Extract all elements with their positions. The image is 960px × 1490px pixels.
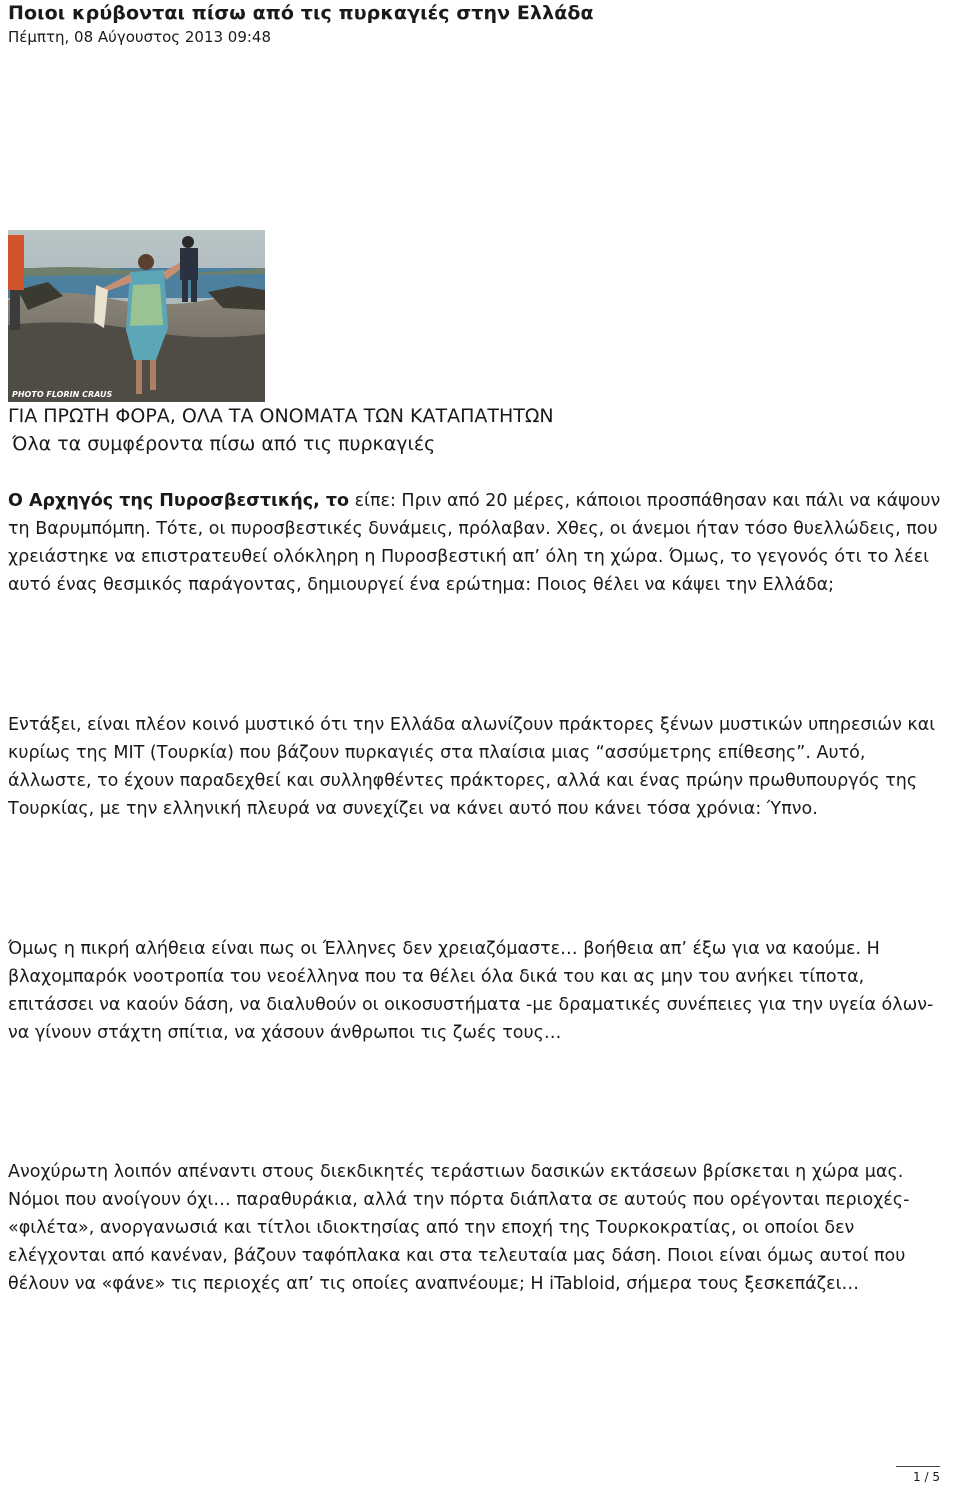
photo-scene (8, 230, 265, 402)
paragraph-2: Εντάξει, είναι πλέον κοινό μυστικό ότι την Ελλάδα αλωνίζουν πράκτορες ξένων μυστικών υπηρεσιών και κυρίως της ΜΙΤ (Τουρκία) που βάζουν πυρκαγιές στα πλαίσια μιας “ασσύμετρης επίθεσης”. Αυτό, άλλωστε, το έχουν παραδεχθεί και συλληφθέντες πράκτορες, αλλά και ένας πρώην πρωθυπουργός της Τουρκίας, με την ελληνική πλευρά να συνεχίζει να κάνει αυτό που κάνει τόσα χρόνια: Ύπνο. (8, 715, 936, 819)
paragraph-4: Ανοχύρωτη λοιπόν απέναντι στους διεκδικητές τεράστιων δασικών εκτάσεων βρίσκεται η χώρα μας. Νόμοι που ανοίγουν όχι… παραθυράκια, αλλά την πόρτα διάπλατα σε αυτούς που ορέγονται περιοχές- «φιλέτα», ανοργανωσιά και τίτλοι ιδιοκτησίας από την εποχή της Τουρκοκρατίας, οι οποίοι δεν ελέγχονται από κανέναν, βάζουν ταφόπλακα και στα τελευταία μας δάση. Ποιοι είναι όμως αυτοί που θέλουν να «φάνε» τις περιοχές απ’ τις οποίες αναπνέουμε; Η iTabloid, σήμερα τους ξεσκεπάζει… (8, 1162, 910, 1294)
article-subtitle: Όλα τα συμφέροντα πίσω από τις πυρκαγιές (12, 433, 436, 455)
paragraph-3: Όμως η πικρή αλήθεια είναι πως οι Έλληνες δεν χρειαζόμαστε… βοήθεια απ’ έξω για να καούμε. Η βλαχομπαρόκ νοοτροπία του νεοέλληνα που τα θέλει όλα δικά του και ας μην του ανήκει τίποτα, επιτάσσει να καούν δάση, να διαλυθούν οι οικοσυστήματα -με δραματικές συνέπειες για την υγεία όλων- να γίνουν στάχτη σπίτια, να χάσουν άνθρωποι τις ζωές τους… (8, 939, 934, 1043)
photo-credit: PHOTO FLORIN CRAUS (12, 390, 113, 399)
publish-date: Πέμπτη, 08 Αύγουστος 2013 09:48 (8, 28, 272, 46)
paragraph-1-text: είπε: Πριν από 20 μέρες, κάποιοι προσπάθησαν και πάλι να κάψουν τη Βαρυμπόμπη. Τότε, οι πυροσβεστικές δυνάμεις, πρόλαβαν. Χθες, οι άνεμοι ήταν τόσο θυελλώδεις, που χρειάστηκε να επιστρατευθεί ολόκληρη η Πυροσβεστική απ’ όλη τη χώρα. Όμως, το γεγονός ότι το λέει αυτό ένας θεσμικός παράγοντας, δημιουργεί ένα ερώτημα: Ποιος θέλει να κάψει την Ελλάδα; (8, 491, 941, 595)
footer-rule (896, 1466, 940, 1467)
article-kicker: ΓΙΑ ΠΡΩΤΗ ΦΟΡΑ, ΟΛΑ ΤΑ ΟΝΟΜΑΤΑ ΤΩΝ ΚΑΤΑΠΑΤΗΤΩΝ (8, 405, 554, 427)
page-number: 1 / 5 (913, 1470, 940, 1484)
page-title: Ποιοι κρύβονται πίσω από τις πυρκαγιές στην Ελλάδα (8, 2, 594, 24)
paragraph-1 (8, 487, 948, 599)
paragraph-1-lead: Ο Αρχηγός της Πυροσβεστικής, το (8, 491, 350, 511)
article-photo (8, 230, 265, 402)
